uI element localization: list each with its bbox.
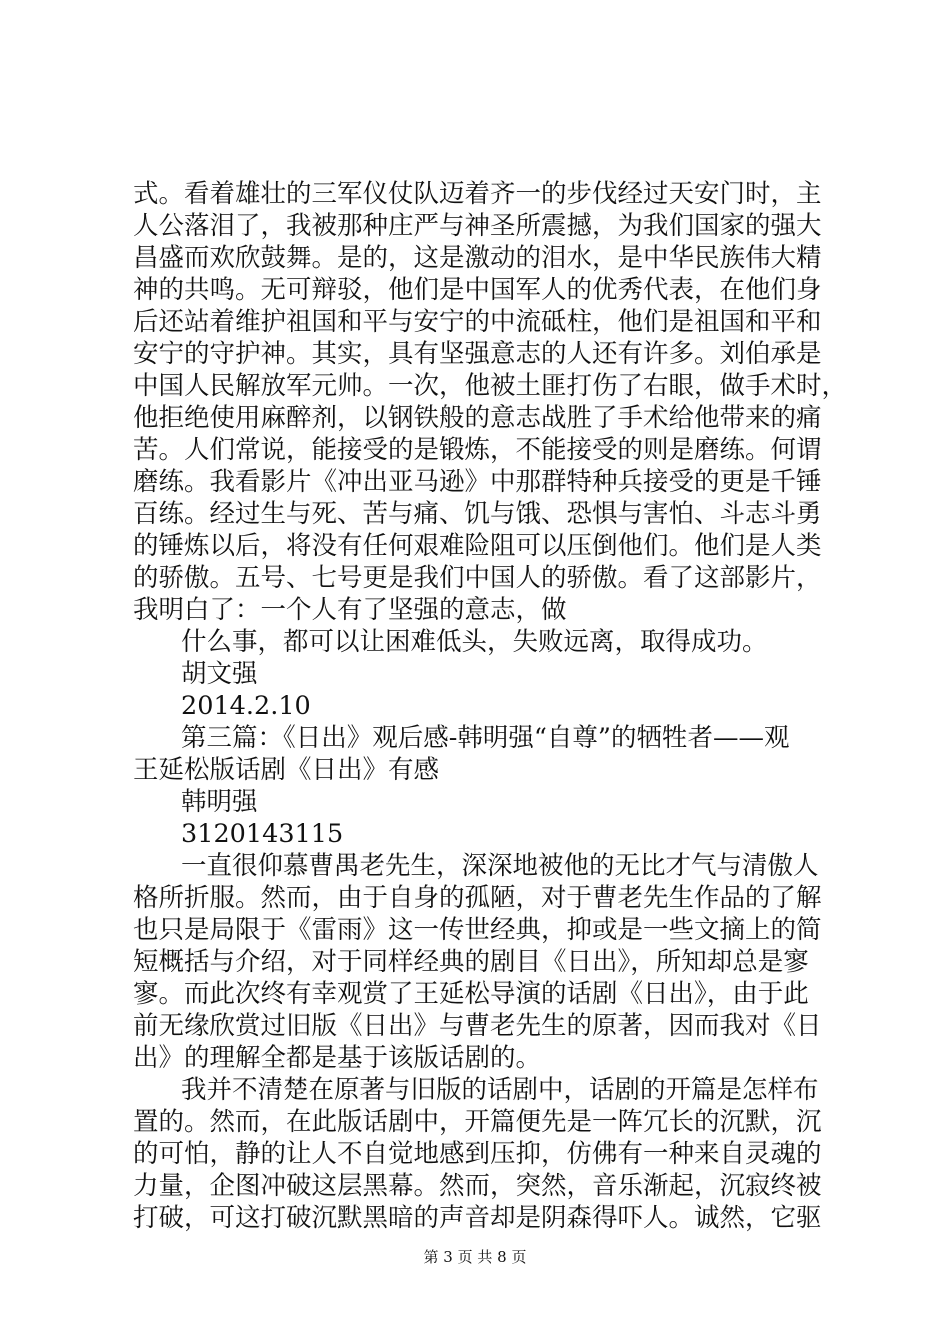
student-number: 3120143115: [181, 819, 344, 849]
text-line: 他拒绝使用麻醉剂，以钢铁般的意志战胜了手术给他带来的痛: [133, 403, 822, 433]
section-title: 第三篇：《日出》观后感-韩明强“自尊”的牺牲者——观: [181, 723, 790, 753]
author-name: 韩明强: [181, 787, 258, 817]
text-line: 打破，可这打破沉默黑暗的声音却是阴森得吓人。诚然，它驱: [133, 1203, 822, 1233]
text-line: 的锤炼以后，将没有任何艰难险阻可以压倒他们。他们是人类: [133, 531, 822, 561]
section-title-continued: 王延松版话剧《日出》有感: [133, 755, 440, 785]
text-line: 前无缘欣赏过旧版《日出》与曹老先生的原著，因而我对《日: [133, 1011, 822, 1041]
text-line: 置的。然而，在此版话剧中，开篇便先是一阵冗长的沉默，沉: [133, 1107, 822, 1137]
text-line: 中国人民解放军元帅。一次，他被土匪打伤了右眼，做手术时，: [133, 371, 848, 401]
text-line: 短概括与介绍，对于同样经典的剧目《日出》，所知却总是寥: [133, 947, 809, 977]
page-number-footer: 第 3 页 共 8 页: [423, 1248, 527, 1266]
text-line: 我明白了：一个人有了坚强的意志，做: [133, 595, 567, 625]
text-line: 百练。经过生与死、苦与痛、饥与饿、恐惧与害怕、斗志斗勇: [133, 499, 822, 529]
text-line: 我并不清楚在原著与旧版的话剧中，话剧的开篇是怎样布: [181, 1075, 819, 1105]
signature-name: 胡文强: [181, 659, 258, 689]
text-line: 式。看着雄壮的三军仪仗队迈着齐一的步伐经过天安门时，主: [133, 179, 822, 209]
signature-date: 2014.2.10: [181, 691, 311, 721]
text-line: 磨练。我看影片《冲出亚马逊》中那群特种兵接受的更是千锤: [133, 467, 822, 497]
text-line: 昌盛而欢欣鼓舞。是的，这是激动的泪水，是中华民族伟大精: [133, 243, 822, 273]
text-line: 后还站着维护祖国和平与安宁的中流砥柱，他们是祖国和平和: [133, 307, 822, 337]
text-line: 也只是局限于《雷雨》这一传世经典，抑或是一些文摘上的简: [133, 915, 822, 945]
text-line: 的骄傲。五号、七号更是我们中国人的骄傲。看了这部影片，: [133, 563, 822, 593]
text-line: 苦。人们常说，能接受的是锻炼，不能接受的则是磨练。何谓: [133, 435, 822, 465]
text-line: 神的共鸣。无可辩驳，他们是中国军人的优秀代表，在他们身: [133, 275, 822, 305]
text-line: 什么事，都可以让困难低头，失败远离，取得成功。: [181, 627, 768, 657]
text-line: 力量，企图冲破这层黑幕。然而，突然，音乐渐起，沉寂终被: [133, 1171, 822, 1201]
text-line: 出》的理解全都是基于该版话剧的。: [133, 1043, 542, 1073]
text-line: 安宁的守护神。其实，具有坚强意志的人还有许多。刘伯承是: [133, 339, 822, 369]
text-line: 的可怕，静的让人不自觉地感到压抑，仿佛有一种来自灵魂的: [133, 1139, 822, 1169]
text-line: 寥。而此次终有幸观赏了王延松导演的话剧《日出》，由于此: [133, 979, 809, 1009]
text-line: 人公落泪了，我被那种庄严与神圣所震撼，为我们国家的强大: [133, 211, 822, 241]
text-line: 一直很仰慕曹禺老先生，深深地被他的无比才气与清傲人: [181, 851, 819, 881]
text-line: 格所折服。然而，由于自身的孤陋，对于曹老先生作品的了解: [133, 883, 822, 913]
